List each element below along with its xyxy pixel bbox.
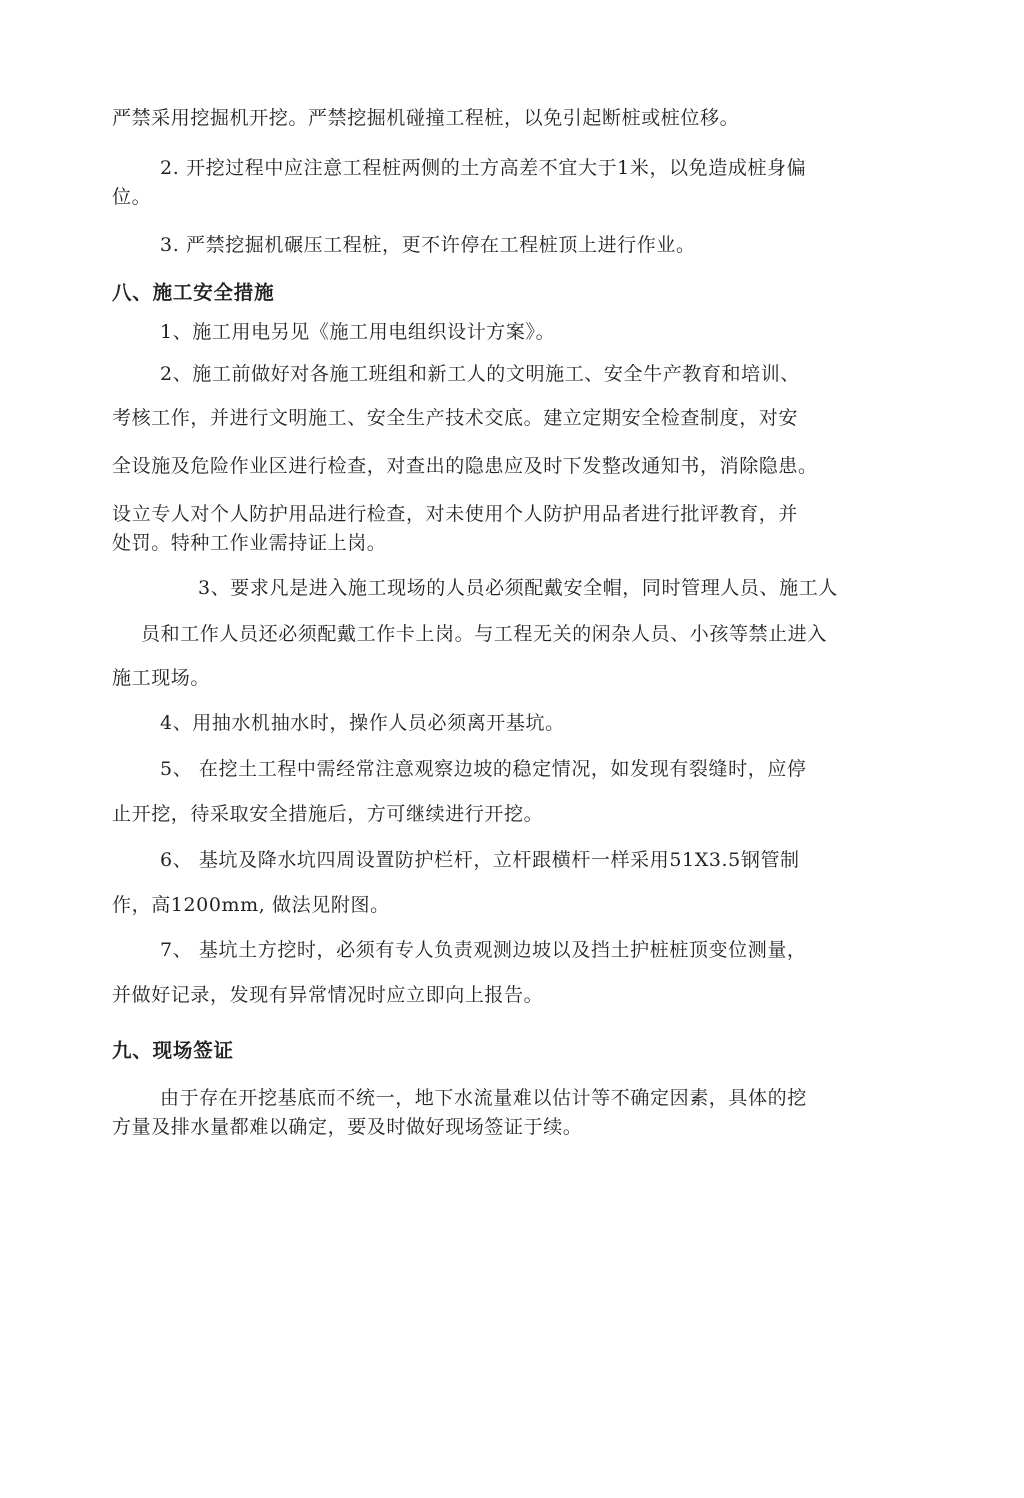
text-line: 严禁采用挖掘机开挖。严禁挖掘机碰撞工程桩，以免引起断桩或桩位移。	[112, 107, 740, 129]
text-line: 6、 基坑及降水坑四周设置防护栏杆，立杆跟横杆一样采用51X3.5钢管制	[160, 849, 800, 871]
text-line: 3. 严禁挖掘机碾压工程桩，更不许停在工程桩顶上进行作业。	[160, 234, 696, 256]
text-line: 2、施工前做好对各施工班组和新工人的文明施工、安全牛产教育和培训、	[160, 363, 800, 385]
text-line: 止开挖，待采取安全措施后，方可继续进行开挖。	[112, 803, 544, 825]
section-heading-site-visa: 九、现场签证	[112, 1039, 234, 1062]
text-line: 5、 在挖土工程中需经常注意观察边坡的稳定情况，如发现有裂缝时，应停	[160, 758, 807, 780]
text-line: 考核工作，并进行文明施工、安全生产技术交底。建立定期安全检查制度，对安	[112, 407, 799, 429]
text-line: 4、用抽水机抽水时，操作人员必须离开基坑。	[160, 712, 565, 734]
text-line: 设立专人对个人防护用品进行检查，对未使用个人防护用品者进行批评教育，并	[112, 503, 799, 525]
text-line: 1、施工用电另见《施工用电组织设计方案》。	[160, 321, 556, 343]
text-line: 处罚。特种工作业需持证上岗。	[112, 532, 387, 554]
text-line: 施工现场。	[112, 667, 211, 689]
text-line: 并做好记录，发现有异常情况时应立即向上报告。	[112, 984, 544, 1006]
text-line: 方量及排水量都难以确定，要及时做好现场签证于续。	[112, 1116, 583, 1138]
text-line: 位。	[112, 186, 152, 208]
text-line: 2. 开挖过程中应注意工程桩两侧的土方高差不宜大于1米，以免造成桩身偏	[160, 157, 807, 179]
text-line: 由于存在开挖基底而不统一，地下水流量难以估计等不确定因素，具体的挖	[160, 1087, 807, 1109]
text-line: 员和工作人员还必须配戴工作卡上岗。与工程无关的闲杂人员、小孩等禁止进入	[141, 623, 828, 645]
text-line: 作，高1200mm, 做法见附图。	[112, 894, 390, 916]
text-line: 全设施及危险作业区进行检查，对查出的隐患应及时下发整改通知书，消除隐患。	[112, 455, 818, 477]
text-line: 3、要求凡是进入施工现场的人员必须配戴安全帽，同时管理人员、施工人	[198, 577, 838, 599]
text-line: 7、 基坑土方挖时，必须有专人负责观测边坡以及挡土护桩桩顶变位测量，	[160, 939, 807, 961]
section-heading-safety: 八、施工安全措施	[112, 281, 275, 304]
